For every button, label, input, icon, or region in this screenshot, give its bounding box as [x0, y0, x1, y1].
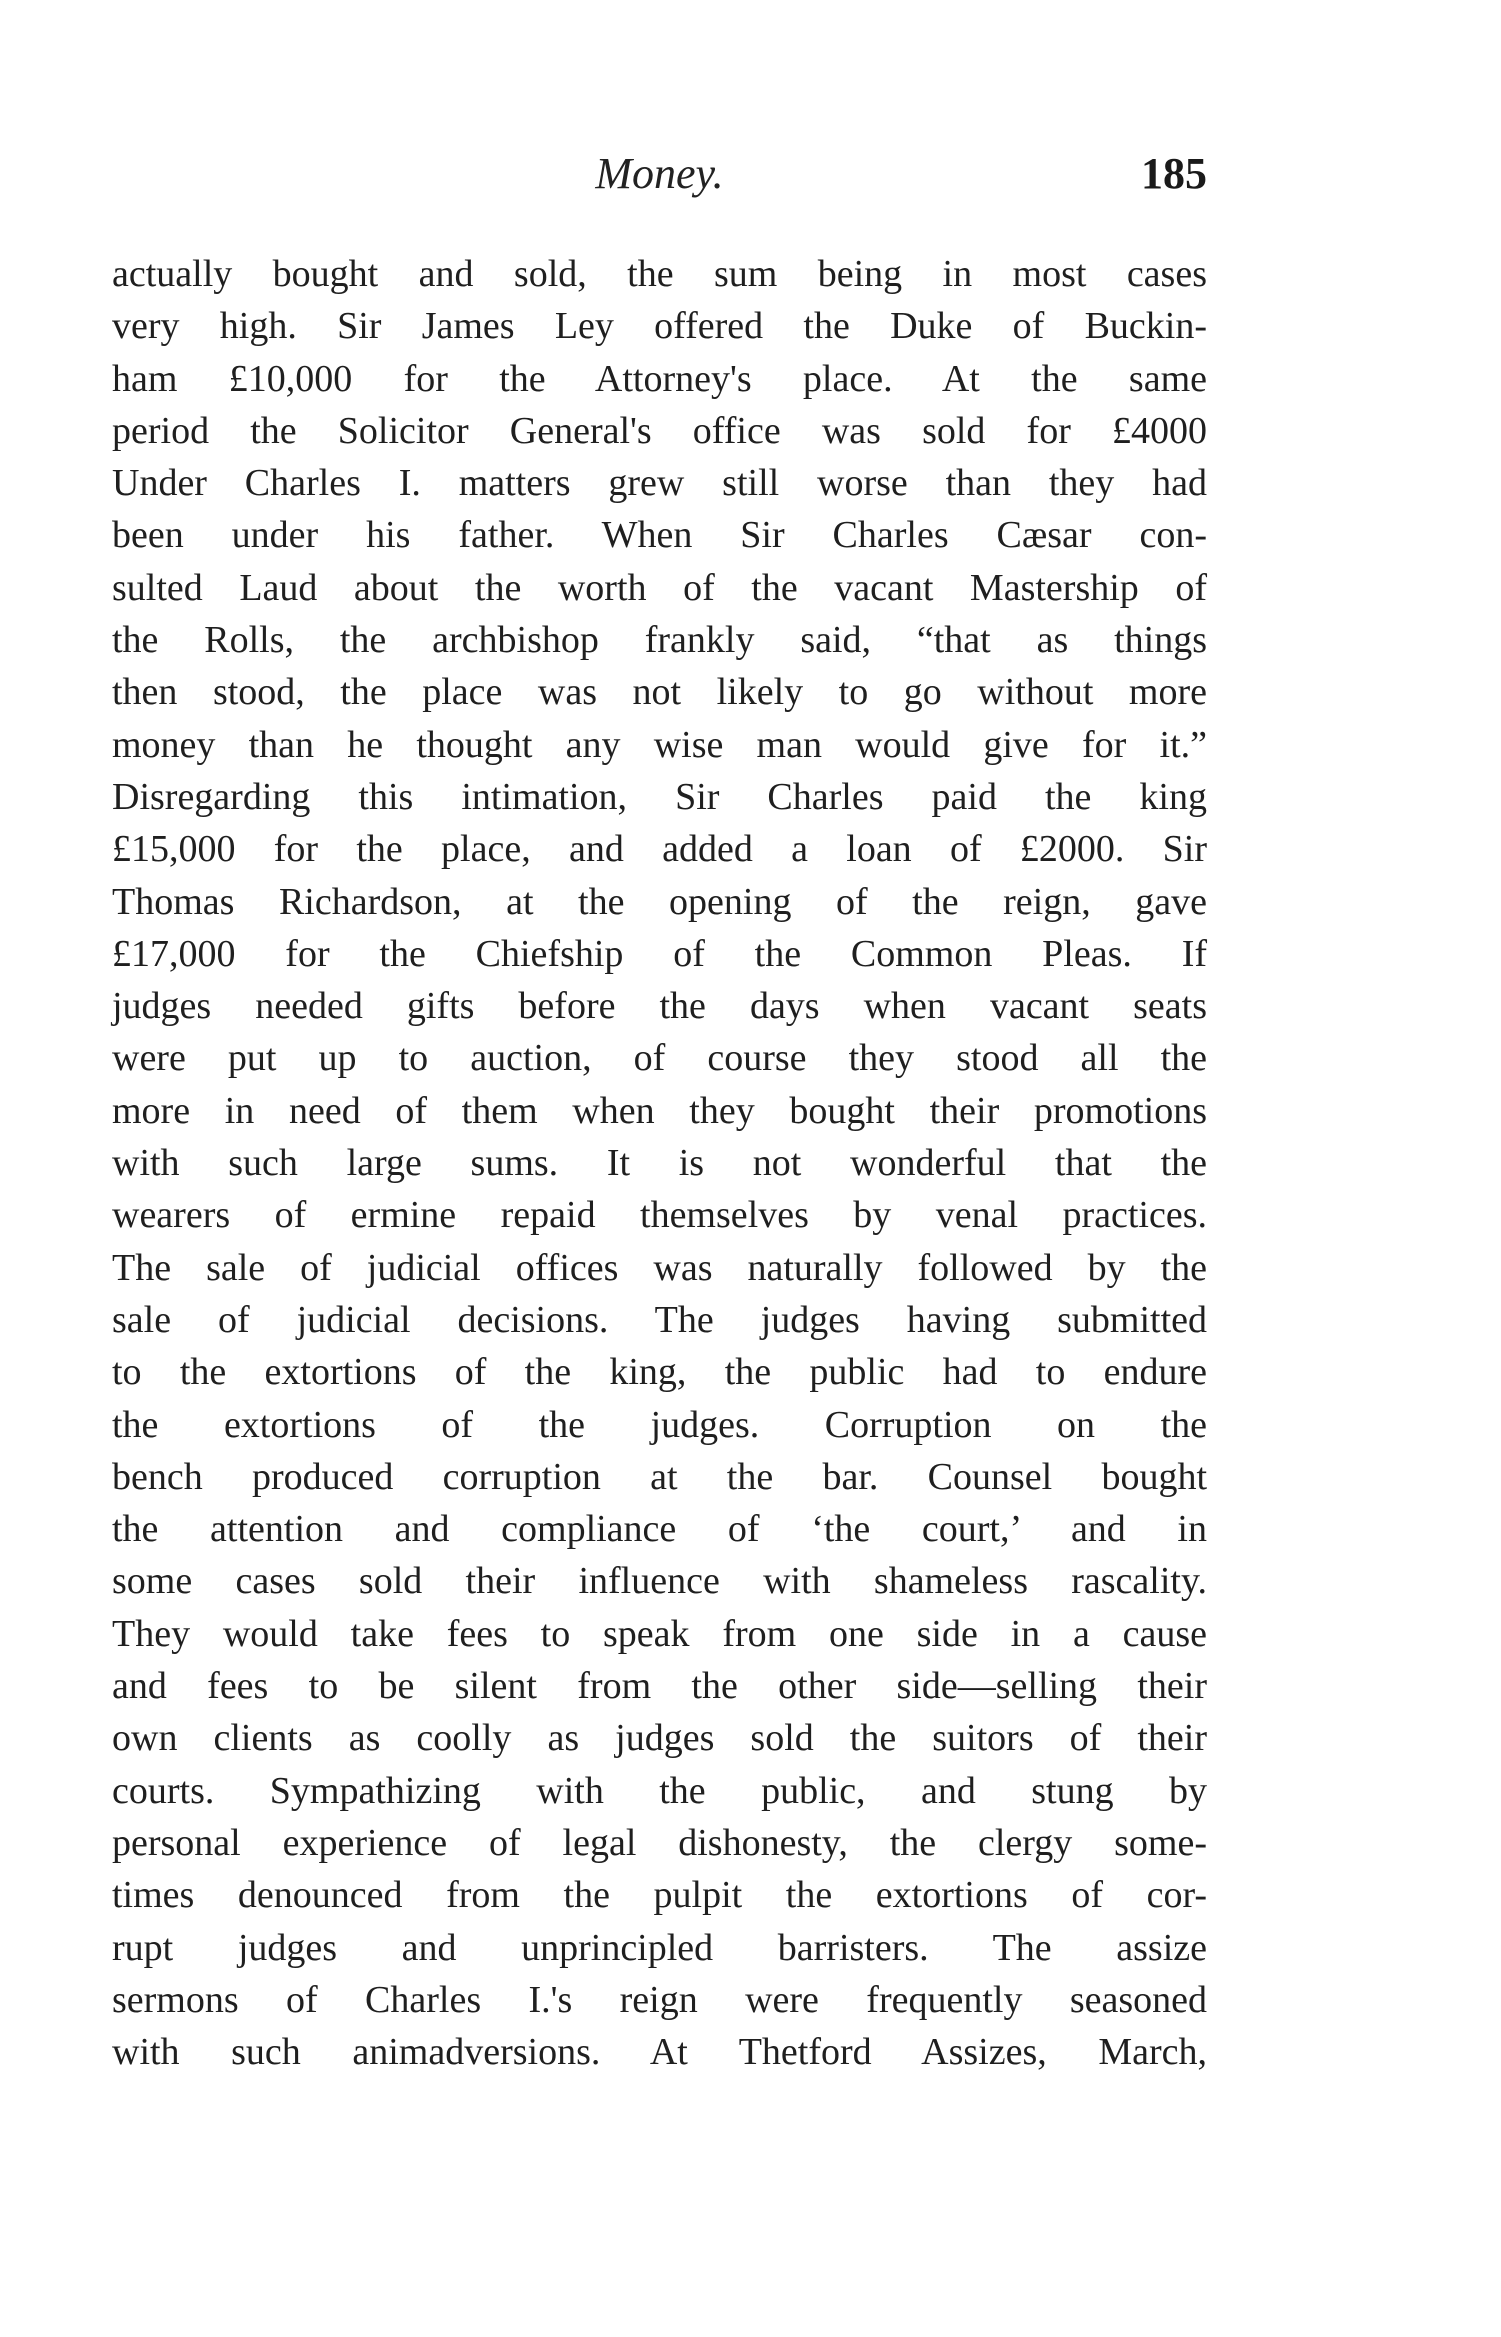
- text-line: courts. Sympathizing with the public, and stung by: [112, 1769, 1207, 1812]
- text-line: wearers of ermine repaid themselves by venal practices.: [112, 1194, 1207, 1237]
- text-line: Disregarding this intimation, Sir Charles paid the king: [112, 775, 1207, 818]
- body-text: [112, 248, 1207, 2078]
- text-line: actually bought and sold, the sum being in most cases: [112, 253, 1207, 295]
- text-line: £15,000 for the place, and added a loan of £2000. Sir: [112, 828, 1207, 871]
- text-line: some cases sold their influence with shameless rascality.: [112, 1560, 1207, 1603]
- text-line: period the Solicitor General's office was sold for £4000: [112, 409, 1207, 452]
- text-line: money than he thought any wise man would give for it.”: [112, 723, 1207, 766]
- text-line: were put up to auction, of course they stood all the: [112, 1037, 1207, 1080]
- text-line: the Rolls, the archbishop frankly said, “that as things: [112, 619, 1207, 662]
- text-line: the attention and compliance of ‘the court,’ and in: [112, 1508, 1207, 1551]
- text-line: very high. Sir James Ley offered the Duke of Buckin-: [112, 305, 1207, 348]
- text-line: sulted Laud about the worth of the vacant Mastership of: [112, 566, 1207, 609]
- text-line: Thomas Richardson, at the opening of the reign, gave: [112, 880, 1207, 923]
- text-line: bench produced corruption at the bar. Counsel bought: [112, 1455, 1207, 1498]
- text-line: times denounced from the pulpit the extortions of cor-: [112, 1874, 1207, 1917]
- text-line: sermons of Charles I.'s reign were frequently seasoned: [112, 1978, 1207, 2021]
- text-line: and fees to be silent from the other side—selling their: [112, 1665, 1207, 1708]
- text-line: personal experience of legal dishonesty, the clergy some-: [112, 1821, 1207, 1864]
- text-line: with such animadversions. At Thetford Assizes, March,: [112, 2031, 1207, 2074]
- text-line: more in need of them when they bought their promotions: [112, 1089, 1207, 1132]
- text-line: £17,000 for the Chiefship of the Common Pleas. If: [112, 932, 1207, 975]
- text-line: with such large sums. It is not wonderful that the: [112, 1142, 1207, 1185]
- text-line: sale of judicial decisions. The judges having submitted: [112, 1298, 1207, 1341]
- text-line: to the extortions of the king, the public had to endure: [112, 1351, 1207, 1394]
- page-header: [112, 148, 1207, 208]
- text-line: Under Charles I. matters grew still worse than they had: [112, 462, 1207, 505]
- text-line: judges needed gifts before the days when vacant seats: [112, 985, 1207, 1028]
- running-title: Money.: [595, 149, 724, 198]
- page-number: 185: [1141, 149, 1207, 198]
- text-line: then stood, the place was not likely to go without more: [112, 671, 1207, 714]
- text-line: the extortions of the judges. Corruption on the: [112, 1403, 1207, 1446]
- text-line: own clients as coolly as judges sold the suitors of their: [112, 1717, 1207, 1760]
- text-line: ham £10,000 for the Attorney's place. At the same: [112, 357, 1207, 400]
- text-line: been under his father. When Sir Charles Cæsar con-: [112, 514, 1207, 557]
- text-line: They would take fees to speak from one side in a cause: [112, 1612, 1207, 1655]
- text-line: rupt judges and unprincipled barristers. The assize: [112, 1926, 1207, 1969]
- text-line: The sale of judicial offices was naturally followed by the: [112, 1246, 1207, 1289]
